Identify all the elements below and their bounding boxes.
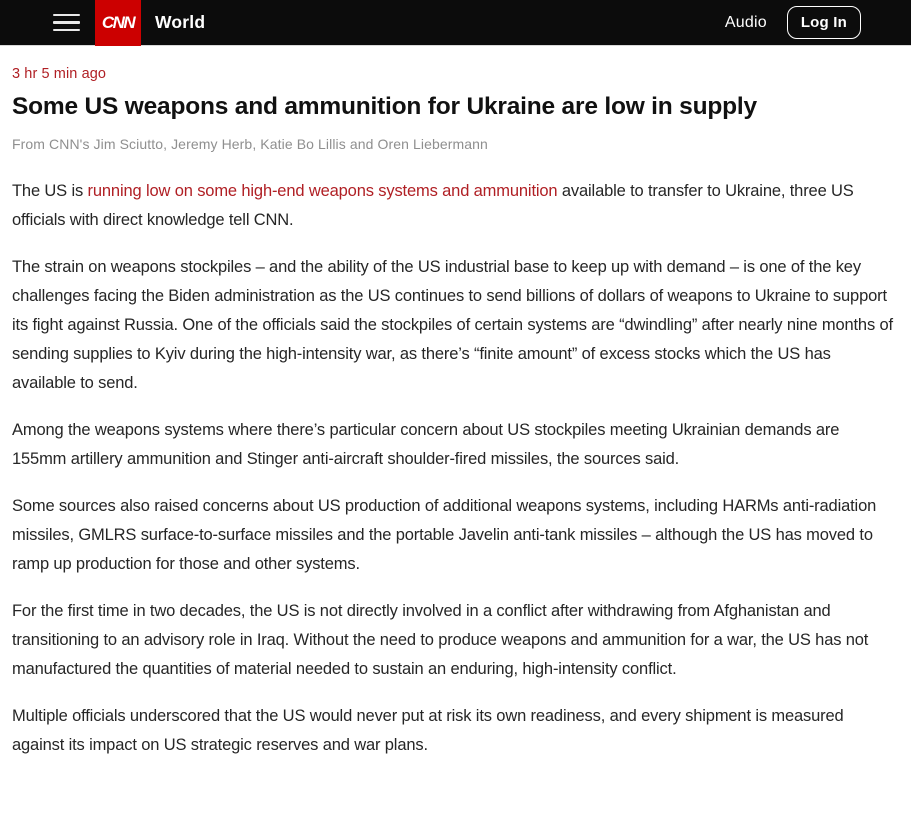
- section-title[interactable]: World: [155, 12, 206, 32]
- paragraph: [12, 177, 897, 235]
- menu-button[interactable]: [53, 10, 80, 36]
- paragraph: For the first time in two decades, the US is not directly involved in a conflict after withdrawing from Afghanistan and transitioning to an advisory role in Iraq. Without the need to produce weapons and ammunition for a war, the US has not manufactured the quantities of material needed to sustain an enduring, high-intensity conflict.: [12, 602, 869, 679]
- cnn-logo[interactable]: CNN: [95, 0, 141, 46]
- paragraph-text: The US is: [12, 182, 88, 201]
- paragraph: Some sources also raised concerns about US production of additional weapons systems, including HARMs anti-radiation missiles, GMLRS surface-to-surface missiles and the portable Javelin anti-tank missiles – although the US has moved to ramp up production for those and other systems.: [12, 497, 877, 574]
- article-byline: From CNN's Jim Sciutto, Jeremy Herb, Katie Bo Lillis and Oren Liebermann: [12, 136, 488, 153]
- login-button[interactable]: Log In: [787, 6, 861, 39]
- top-nav: [0, 0, 911, 46]
- article-timestamp: 3 hr 5 min ago: [12, 66, 107, 82]
- inline-article-link[interactable]: running low on some high-end weapons systems and ammunition: [87, 182, 558, 201]
- audio-link[interactable]: Audio: [724, 13, 767, 31]
- paragraph: Among the weapons systems where there’s particular concern about US stockpiles meeting Ukrainian demands are 155mm artillery ammunition and Stinger anti-aircraft shoulder-fired missiles, the sources said.: [12, 421, 840, 469]
- paragraph: The strain on weapons stockpiles – and the ability of the US industrial base to keep up with demand – is one of the key challenges facing the Biden administration as the US continues to send billions of dollars of weapons to Ukraine to support its fight against Russia. One of the officials said the stockpiles of certain systems are “dwindling” after nearly nine months of sending supplies to Kyiv during the high-intensity war, as there’s “finite amount” of excess stocks which the US has available to send.: [12, 258, 893, 393]
- paragraph: Multiple officials underscored that the US would never put at risk its own readiness, and every shipment is measured against its impact on US strategic reserves and war plans.: [12, 707, 844, 755]
- paragraph-text: available to transfer to Ukraine, three US officials with direct knowledge tell CNN.: [12, 182, 854, 230]
- hamburger-icon: [53, 14, 80, 32]
- article: [0, 46, 911, 760]
- article-body: [12, 177, 897, 760]
- article-headline: Some US weapons and ammunition for Ukraine are low in supply: [12, 93, 757, 120]
